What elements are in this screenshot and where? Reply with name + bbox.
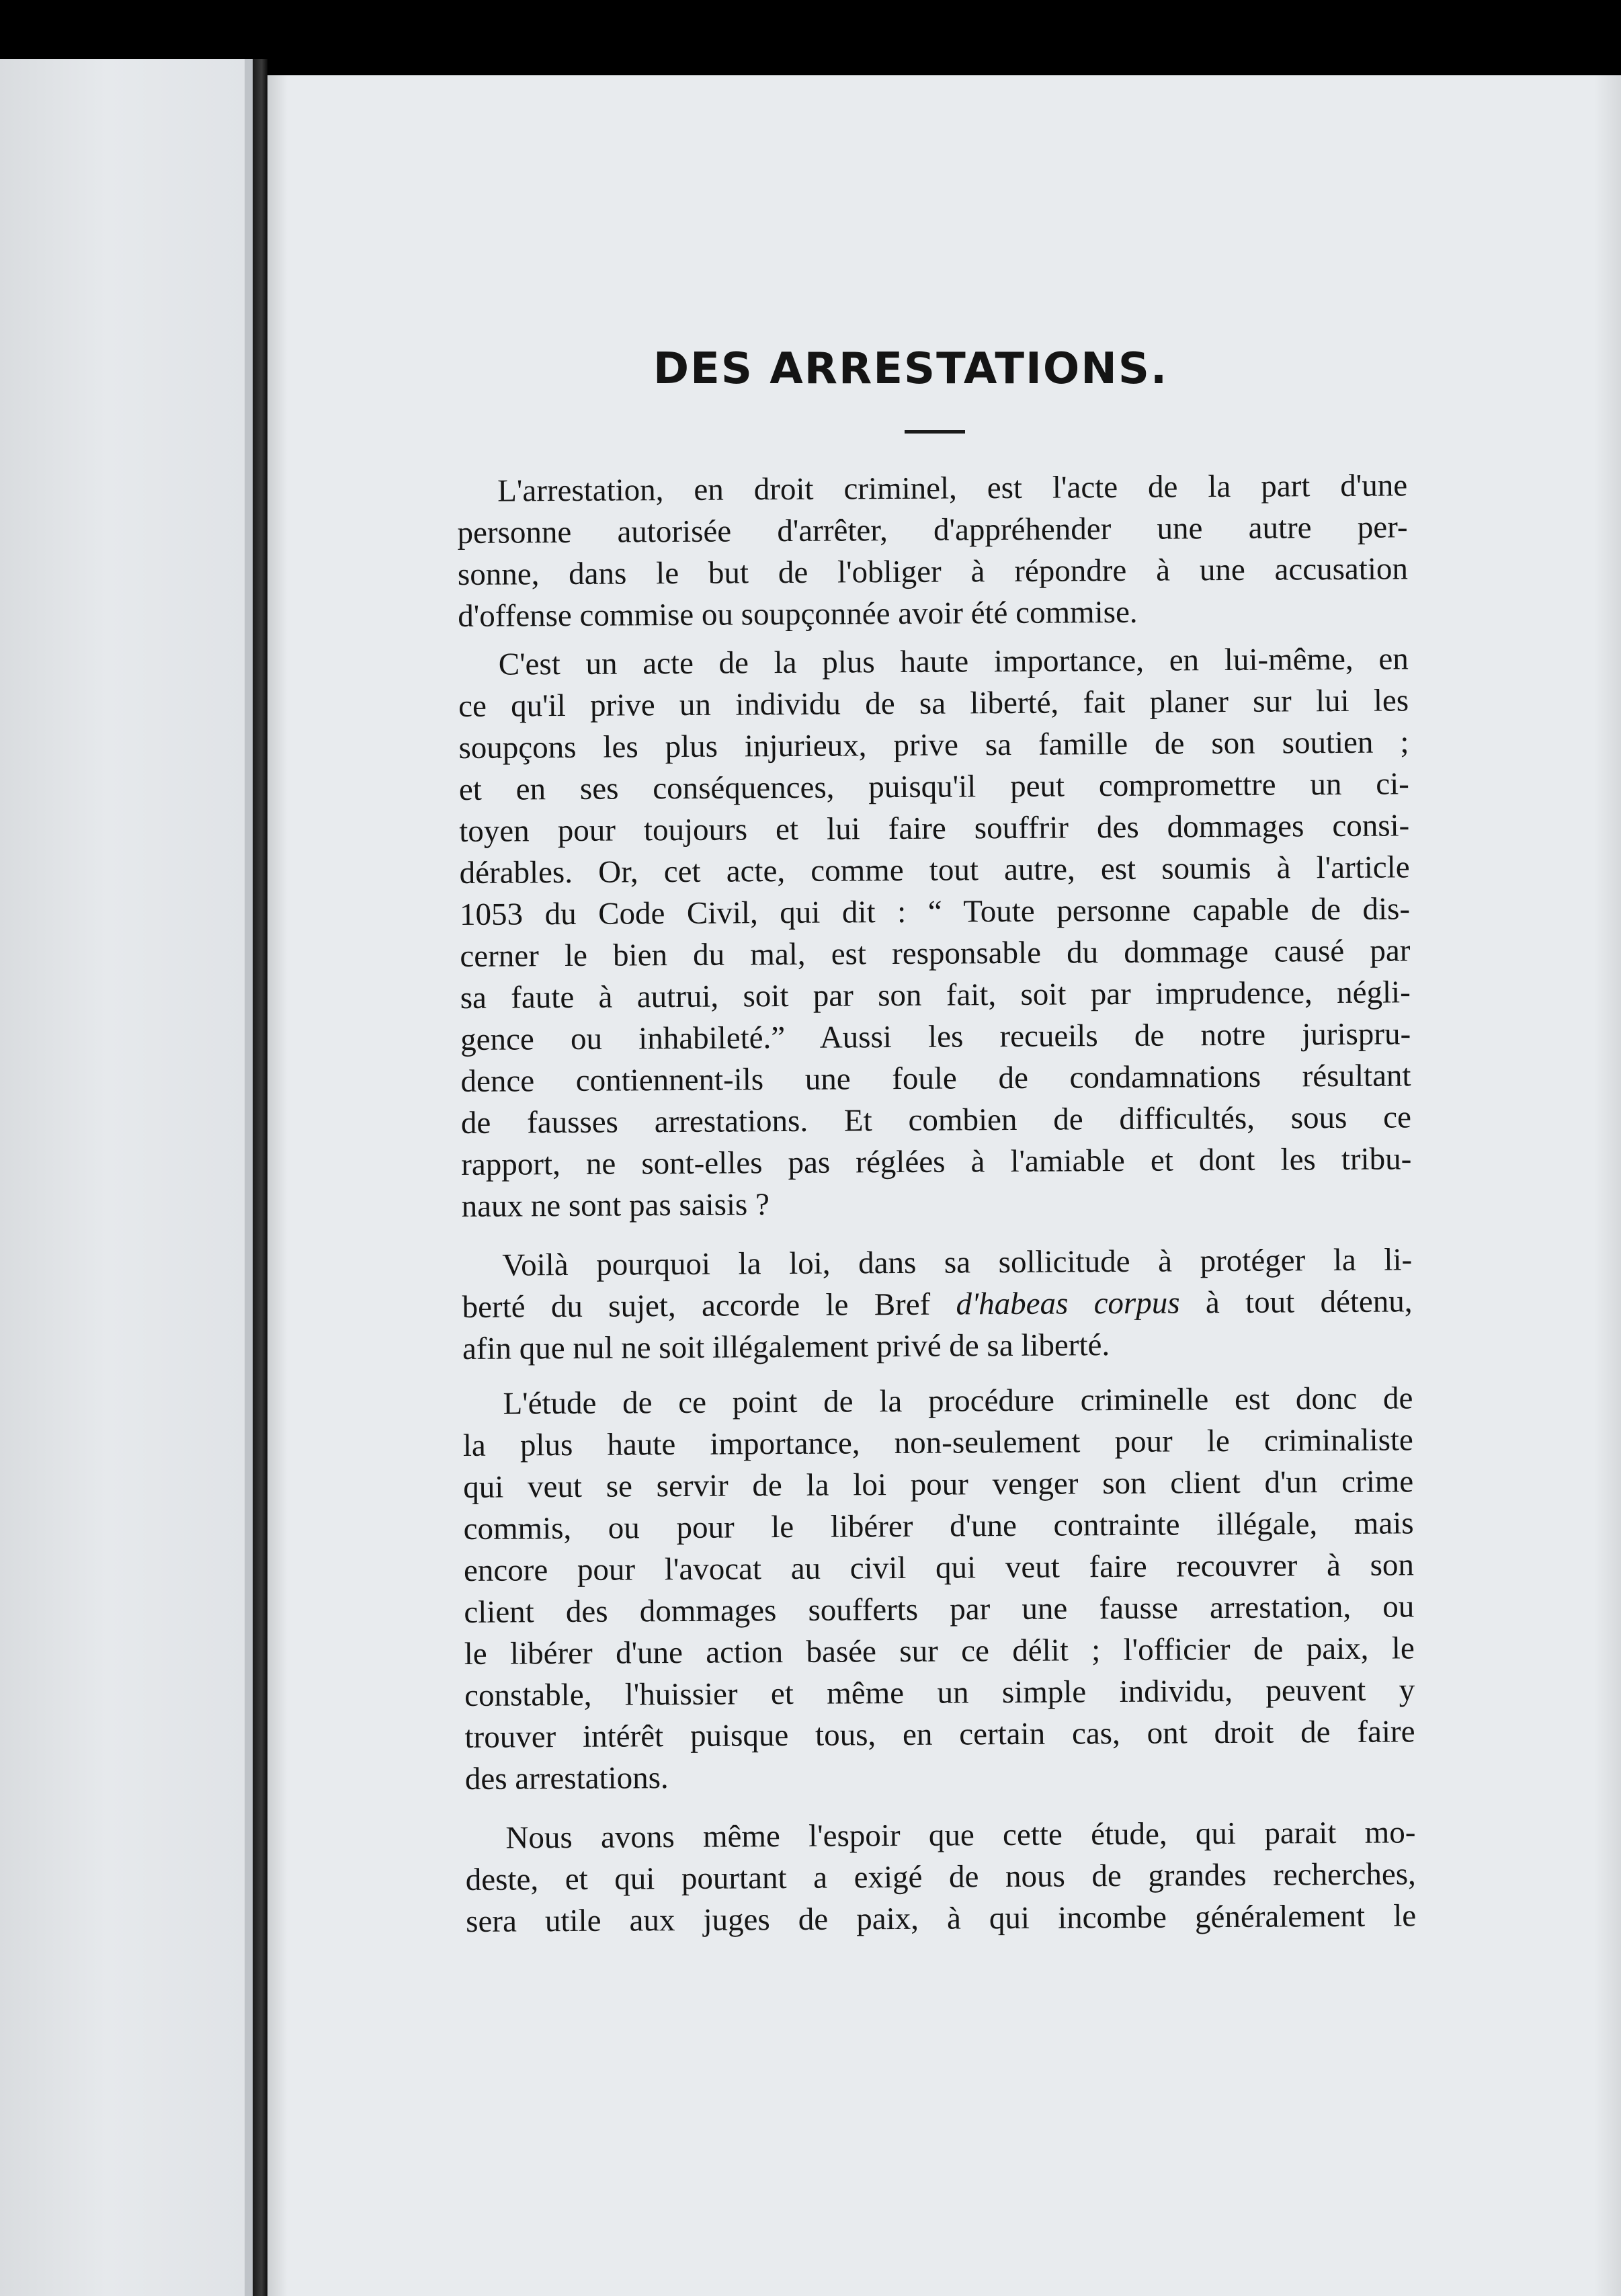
text-line: commis, ou pour le libérer d'une contrainte illégale, mais [463, 1506, 1414, 1547]
text-line: Nous avons même l'espoir que cette étude, qui parait mo- [505, 1815, 1416, 1856]
text-line: L'étude de ce point de la procédure criminelle est donc de [503, 1381, 1413, 1422]
text-line: 1053 du Code Civil, qui dit : “ Toute personne capable de dis- [459, 891, 1411, 932]
text-line: cerner le bien du mal, est responsable du dommage causé par [460, 933, 1411, 974]
text-line: soupçons les plus injurieux, prive sa famille de son soutien ; [458, 725, 1409, 766]
paragraph-5 [465, 1811, 1416, 1942]
text-line: L'arrestation, en droit criminel, est l'acte de la part d'une [497, 468, 1408, 509]
text-line: gence ou inhabileté.” Aussi les recueils de notre jurispru- [460, 1016, 1411, 1057]
text-line: sa faute à autrui, soit par son fait, soit par imprudence, négli- [460, 975, 1411, 1016]
page-edge-shadow [1594, 75, 1621, 2296]
text-line: sonne, dans le but de l'obliger à répondre à une accusation [457, 551, 1409, 592]
text-line: dérables. Or, cet acte, comme tout autre, est soumis à l'article [459, 850, 1410, 891]
text-line: personne autorisée d'arrêter, d'appréhender une autre per- [457, 509, 1408, 550]
text-line: et en ses conséquences, puisqu'il peut compromettre un ci- [458, 766, 1410, 807]
title-underline [905, 430, 965, 434]
text-line: sera utile aux juges de paix, à qui incombe généralement le [466, 1898, 1417, 1939]
page-gutter-shadow [267, 75, 288, 2296]
text-line: d'offense commise ou soupçonnée avoir été commise. [458, 594, 1138, 634]
adjacent-page-left [0, 59, 267, 2296]
paragraph-4 [462, 1377, 1415, 1800]
text-line: trouver intérêt puisque tous, en certain cas, ont droit de faire [464, 1714, 1415, 1755]
text-line: qui veut se servir de la loi pour venger son client d'un crime [463, 1464, 1414, 1505]
text-line: afin que nul ne soit illégalement privé de sa liberté. [462, 1327, 1110, 1366]
text-line: la plus haute importance, non-seulement pour le criminaliste [462, 1422, 1413, 1463]
text-line: ce qu'il prive un individu de sa liberté, fait planer sur lui les [458, 683, 1409, 724]
text-line: de fausses arrestations. Et combien de difficultés, sous ce [460, 1100, 1412, 1141]
text-line: client des dommages soufferts par une fausse arrestation, ou [464, 1589, 1415, 1630]
paragraph-2 [458, 638, 1412, 1227]
page-title: DES ARRESTATIONS. [653, 344, 1169, 394]
text-line: Voilà pourquoi la loi, dans sa sollicitude à protéger la li- [502, 1242, 1413, 1283]
text-line: encore pour l'avocat au civil qui veut faire recouvrer à son [463, 1547, 1415, 1588]
text-line: dence contiennent-ils une foule de condamnations résultant [460, 1058, 1411, 1099]
text-line: deste, et qui pourtant a exigé de nous de grandes recherches, [465, 1856, 1416, 1897]
text-line: C'est un acte de la plus haute importance, en lui-même, en [498, 641, 1409, 682]
text-line: des arrestations. [464, 1760, 669, 1797]
text-line: toyen pour toujours et lui faire souffrir des dommages consi- [459, 808, 1410, 849]
paragraph-1 [457, 464, 1408, 637]
text-line: berté du sujet, accorde le Bref d'habeas corpus à tout détenu, [462, 1284, 1413, 1325]
paragraph-3 [462, 1239, 1413, 1370]
text-line: le libérer d'une action basée sur ce délit ; l'officier de paix, le [464, 1631, 1415, 1672]
text-line: rapport, ne sont-elles pas réglées à l'amiable et dont les tribu- [461, 1141, 1412, 1182]
italic-latin-term: d'habeas corpus [956, 1285, 1180, 1322]
text-line: constable, l'huissier et même un simple individu, peuvent y [464, 1672, 1415, 1713]
text-line: naux ne sont pas saisis ? [461, 1187, 770, 1224]
book-gutter [253, 59, 267, 2296]
page-edge-highlight [245, 59, 253, 2296]
body-text [457, 464, 1416, 1942]
